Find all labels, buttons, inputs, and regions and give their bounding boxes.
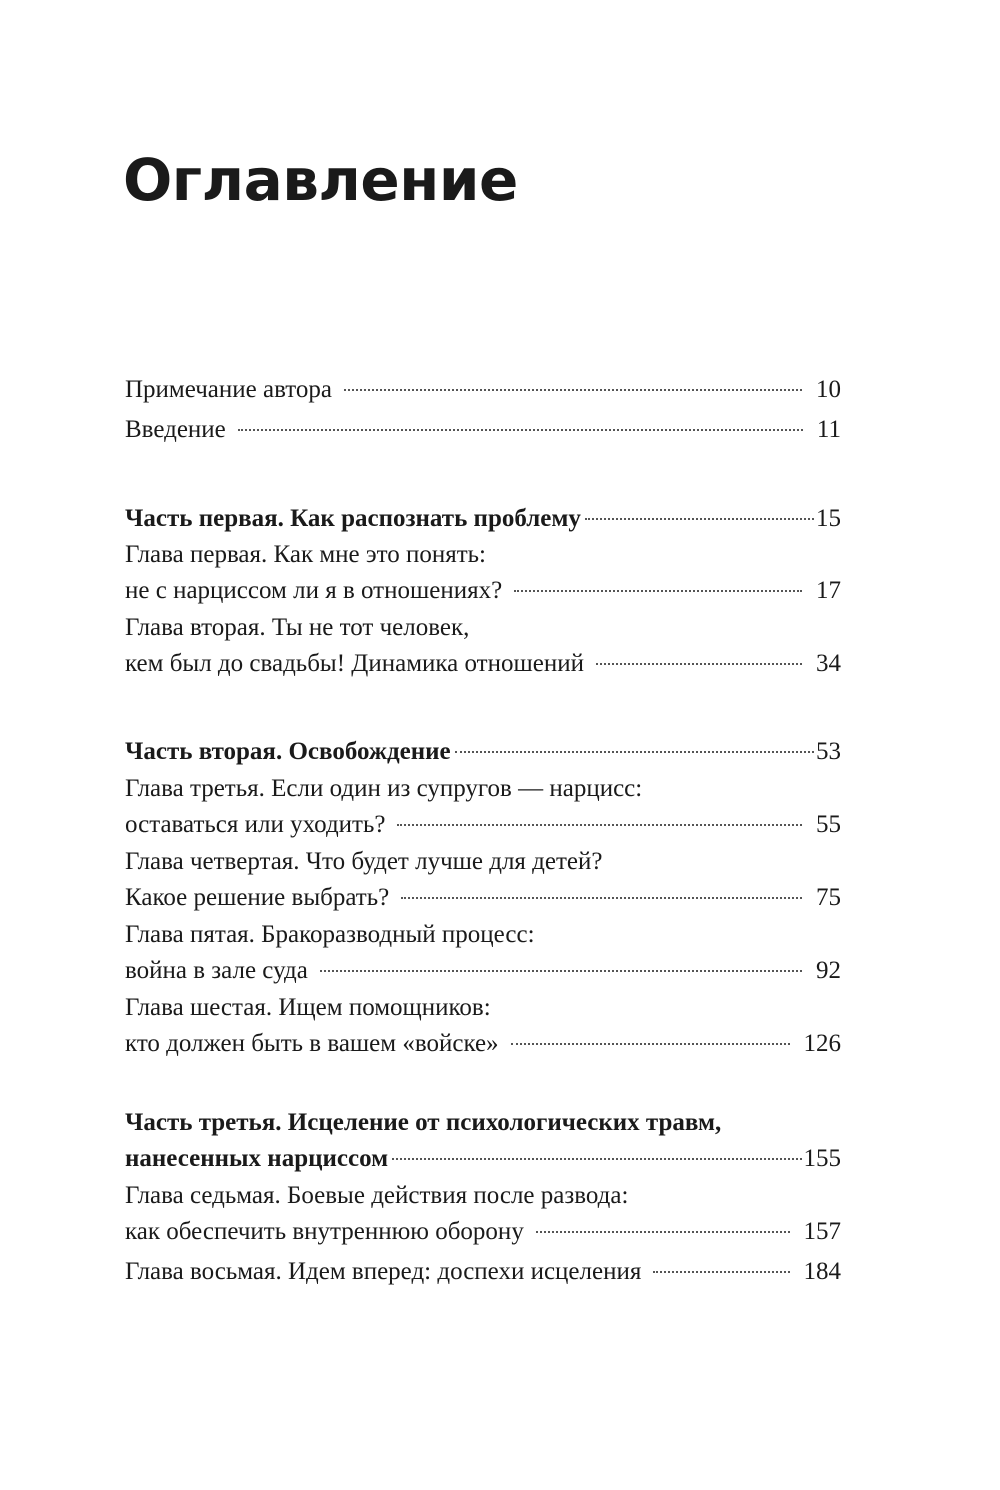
page-number: 184 xyxy=(803,1258,841,1285)
toc-part-entry[interactable] xyxy=(125,734,841,770)
dot-leader xyxy=(536,1231,790,1233)
entry-title-line: Глава шестая. Ищем помощников: xyxy=(125,994,491,1021)
page-number: 126 xyxy=(803,1030,841,1057)
toc-entry[interactable] xyxy=(125,537,841,609)
toc-entry[interactable] xyxy=(125,1178,841,1250)
toc-entry[interactable] xyxy=(125,990,841,1062)
entry-title: Примечание автора xyxy=(125,376,332,403)
entry-title-line: Глава четвертая. Что будет лучше для детей? xyxy=(125,848,603,875)
entry-title-line: война в зале суда xyxy=(125,957,308,984)
page-number: 92 xyxy=(816,957,841,984)
entry-title-line: Глава первая. Как мне это понять: xyxy=(125,541,486,568)
toc-part-entry[interactable] xyxy=(125,1105,841,1177)
page-number: 55 xyxy=(816,811,841,838)
dot-leader xyxy=(596,663,802,665)
page-number: 75 xyxy=(816,884,841,911)
page-number: 10 xyxy=(816,376,841,403)
page-title: Оглавление xyxy=(123,146,518,214)
entry-title-line: Глава вторая. Ты не тот человек, xyxy=(125,614,470,641)
page-number: 53 xyxy=(816,738,841,765)
part-title: Часть первая. Как распознать проблему xyxy=(125,505,581,532)
part-title-line: нанесенных нарциссом xyxy=(125,1145,389,1172)
entry-title-line: оставаться или уходить? xyxy=(125,811,386,838)
entry-title-line: Глава седьмая. Боевые действия после развода: xyxy=(125,1182,629,1209)
page-number: 11 xyxy=(816,416,841,443)
page-number: 15 xyxy=(816,505,841,532)
entry-title-line: Какое решение выбрать? xyxy=(125,884,390,911)
entry-title-line: кто должен быть в вашем «войске» xyxy=(125,1030,499,1057)
toc-entry[interactable] xyxy=(125,771,841,843)
dot-leader xyxy=(585,518,814,520)
toc-entry[interactable] xyxy=(125,1254,841,1290)
entry-title-line: Глава третья. Если один из супругов — нарцисс: xyxy=(125,775,643,802)
toc-entry[interactable] xyxy=(125,844,841,916)
entry-title: Введение xyxy=(125,416,226,443)
dot-leader xyxy=(344,389,802,391)
entry-title-line: как обеспечить внутреннюю оборону xyxy=(125,1218,524,1245)
dot-leader xyxy=(511,1043,790,1045)
page-number: 157 xyxy=(803,1218,841,1245)
dot-leader xyxy=(238,429,803,431)
toc-entry[interactable] xyxy=(125,412,841,448)
entry-title: Глава восьмая. Идем вперед: доспехи исцеления xyxy=(125,1258,642,1285)
dot-leader xyxy=(392,1158,801,1160)
part-title-line: Часть третья. Исцеление от психологических травм, xyxy=(125,1109,722,1136)
dot-leader xyxy=(455,751,814,753)
page-number: 34 xyxy=(816,650,841,677)
dot-leader xyxy=(401,897,802,899)
toc-part-entry[interactable] xyxy=(125,501,841,537)
entry-title-line: кем был до свадьбы! Динамика отношений xyxy=(125,650,584,677)
dot-leader xyxy=(397,824,802,826)
page-number: 155 xyxy=(803,1145,841,1172)
toc-entry[interactable] xyxy=(125,610,841,682)
dot-leader xyxy=(320,970,802,972)
toc-entry[interactable] xyxy=(125,372,841,408)
entry-title-line: не с нарциссом ли я в отношениях? xyxy=(125,577,503,604)
part-title: Часть вторая. Освобождение xyxy=(125,738,451,765)
entry-title-line: Глава пятая. Бракоразводный процесс: xyxy=(125,921,535,948)
page-number: 17 xyxy=(816,577,841,604)
dot-leader xyxy=(514,590,802,592)
dot-leader xyxy=(653,1271,789,1273)
toc-entry[interactable] xyxy=(125,917,841,989)
